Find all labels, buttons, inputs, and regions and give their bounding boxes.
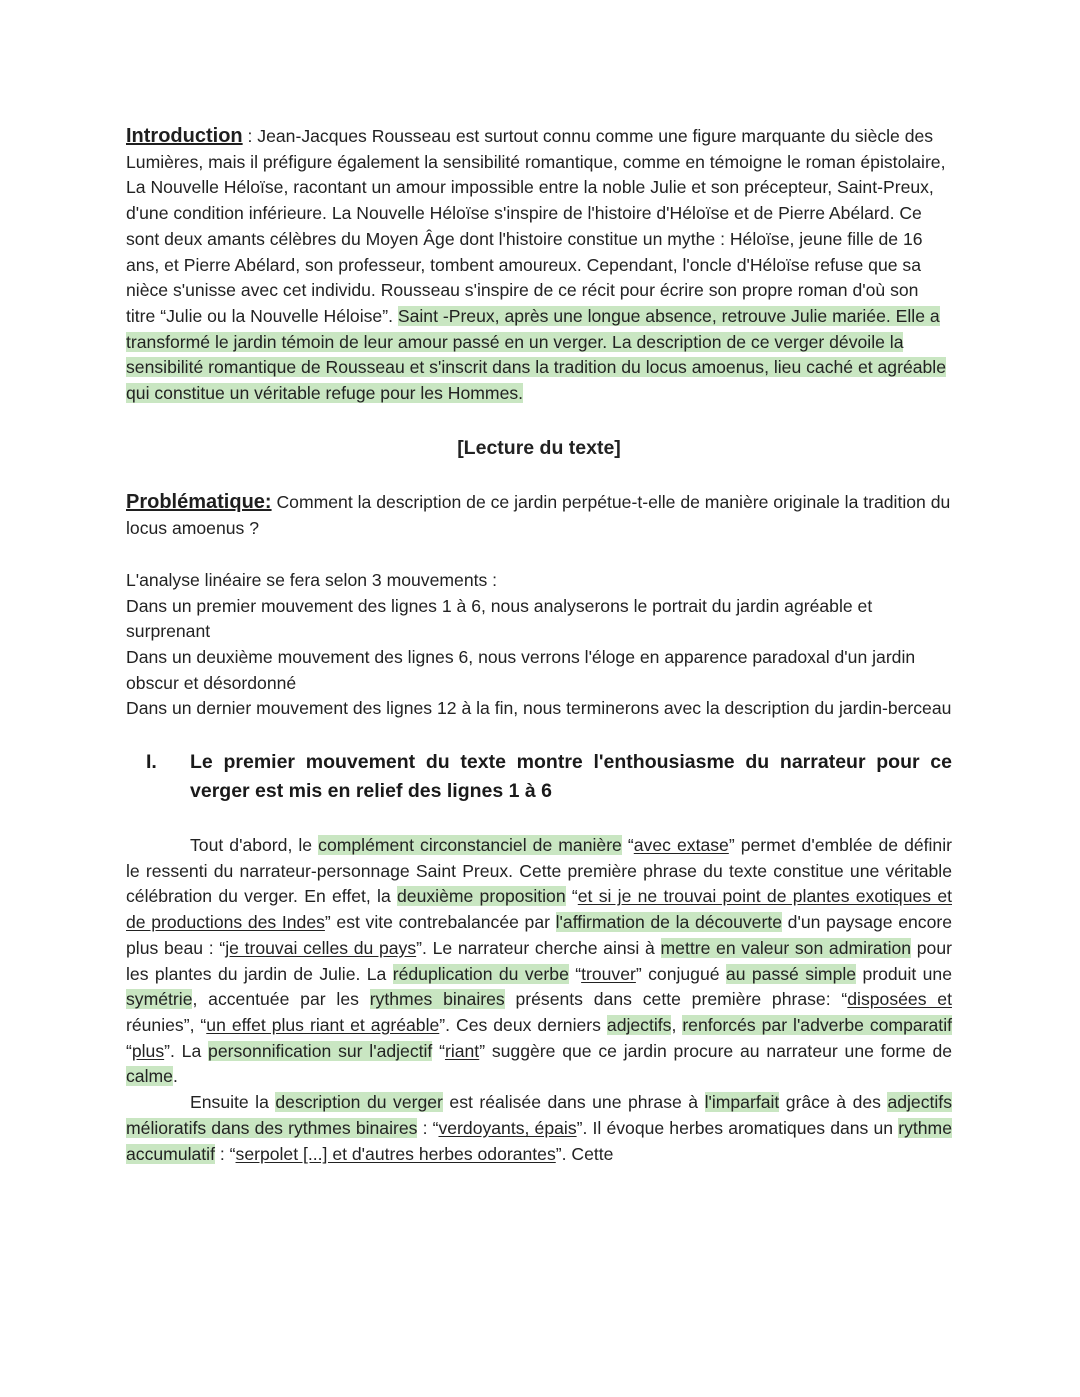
highlight: l'affirmation de la découverte — [555, 912, 783, 933]
text-run: Ensuite la — [190, 1092, 276, 1113]
quotation: trouver — [581, 963, 636, 984]
text-run: d'un paysage encore plus beau : “ — [126, 912, 953, 958]
quotation: riant — [444, 1040, 480, 1061]
text-run: ”. Le narrateur cherche ainsi à — [416, 937, 661, 958]
text-run: grâce à des — [779, 1092, 888, 1113]
problematique-label: Problématique: — [126, 491, 272, 514]
text-run: , accentuée par les — [192, 989, 370, 1010]
mouvements-intro: L'analyse linéaire se fera selon 3 mouvements : — [126, 569, 498, 590]
analysis-paragraph-2 — [126, 1090, 952, 1167]
text-run: ” permet d'emblée de définir le ressenti du narrateur-personnage Saint Preux. Cette première phrase du texte constitue une véritable célébration du verger. En effet, la — [126, 835, 952, 907]
text-run: réunies”, “ — [126, 1014, 207, 1035]
text-run: ” suggère que ce jardin procure au narrateur une forme de — [479, 1040, 953, 1061]
text-run: ”. Il évoque herbes aromatiques dans un — [576, 1117, 899, 1138]
problematique-paragraph — [126, 490, 952, 541]
highlight: personnification sur l'adjectif — [208, 1040, 433, 1061]
analysis-body — [126, 833, 952, 1167]
highlight: deuxième proposition — [397, 886, 566, 907]
intro-text: : Jean-Jacques Rousseau est surtout connu comme une figure marquante du siècle des Lumières, mais il préfigure également la sensibilité romantique, comme en témoigne le roman épistolaire, La Nouvelle Héloïse, racontant un amour impossible entre la noble Julie et son précepteur, Saint-Preux, d'une condition inférieure. La Nouvelle Héloïse s'inspire de l'histoire d'Héloïse et de Pierre Abélard. Ce sont deux amants célèbres du Moyen Âge dont l'histoire constitue un mythe : Héloïse, jeune fille de 16 ans, et Pierre Abélard, son professeur, tombent amoureux. Cependant, l'oncle d'Héloïse refuse que sa nièce s'unisse avec cet individu. Rousseau s'inspire de ce récit pour écrire son propre roman d'où son titre “Julie ou la Nouvelle Héloise”. — [126, 126, 946, 326]
highlight: calme — [126, 1066, 173, 1087]
text-run: “ — [432, 1040, 445, 1061]
text-run: : “ — [417, 1117, 439, 1138]
highlight: adjectifs mélioratifs dans des rythmes binaires — [126, 1092, 952, 1138]
text-run: “ — [621, 835, 634, 856]
introduction-paragraph — [126, 124, 952, 407]
text-run: . — [172, 1066, 178, 1087]
highlight: rythme accumulatif — [126, 1117, 952, 1164]
text-run: produit une — [856, 963, 952, 984]
quotation: avec extase — [633, 835, 729, 856]
text-run: ” est vite contrebalancée par — [324, 912, 556, 933]
mouvement-3: Dans un dernier mouvement des lignes 12 à la fin, nous terminerons avec la description du jardin-berceau — [126, 698, 952, 719]
highlight: mettre en valeur son admiration — [660, 937, 912, 958]
text-run: “ — [565, 886, 578, 907]
quotation: disposées et — [847, 989, 952, 1010]
intro-highlight: Saint -Preux, après une longue absence, retrouve Julie mariée. Elle a transformé le jardin témoin de leur amour passé en un verger. La description de ce verger dévoile la sensibilité romantique de Rousseau et s'inscrit dans la tradition du locus amoenus, lieu caché et agréable qui constitue un véritable refuge pour les Hommes. — [126, 305, 946, 404]
problematique-text: Comment la description de ce jardin perpétue-t-elle de manière originale la tradition du locus amoenus ? — [126, 492, 951, 539]
text-run: ”. Ces deux derniers — [439, 1014, 607, 1035]
quotation: serpolet [...] et d'autres herbes odorantes — [235, 1143, 556, 1164]
text-run: ”. Cette — [555, 1143, 614, 1164]
quotation: verdoyants, épais — [438, 1117, 577, 1138]
text-run: ” conjugué — [635, 963, 726, 984]
text-run: : “ — [214, 1143, 236, 1164]
highlight: réduplication du verbe — [392, 963, 569, 984]
text-run: Tout d'abord, le — [190, 835, 319, 856]
text-run: présents dans cette première phrase: “ — [504, 989, 848, 1010]
highlight: renforcés par l'adverbe comparatif — [682, 1014, 952, 1035]
mouvement-2: Dans un deuxième mouvement des lignes 6, nous verrons l'éloge en apparence paradoxal d'un jardin obscur et désordonné — [126, 646, 916, 693]
lecture-heading: [Lecture du texte] — [457, 436, 621, 459]
analysis-paragraph-1 — [126, 833, 952, 1090]
document-page — [126, 124, 952, 1167]
quotation: et si je ne trouvai point de plantes exotiques et de productions des Indes — [126, 886, 952, 933]
introduction-label: Introduction — [126, 125, 243, 147]
section-number: I. — [146, 751, 157, 774]
mouvement-1: Dans un premier mouvement des lignes 1 à 6, nous analyserons le portrait du jardin agréable et surprenant — [126, 595, 873, 642]
highlight: au passé simple — [725, 963, 857, 984]
section-heading — [126, 748, 952, 806]
text-run: pour les plantes du jardin de Julie. La — [126, 937, 952, 984]
highlight: rythmes binaires — [369, 989, 505, 1010]
quotation: plus — [131, 1040, 165, 1061]
section-title: Le premier mouvement du texte montre l'enthousiasme du narrateur pour ce verger est mis en relief des lignes 1 à 6 — [190, 751, 952, 803]
highlight: adjectifs — [606, 1014, 672, 1035]
highlight: symétrie — [126, 989, 193, 1010]
quotation: je trouvai celles du pays — [225, 937, 417, 958]
text-run: , — [671, 1014, 683, 1035]
quotation: un effet plus riant et agréable — [206, 1014, 440, 1035]
text-run: “ — [126, 1040, 132, 1061]
highlight: complément circonstanciel de manière — [318, 835, 622, 856]
text-run: est réalisée dans une phrase à — [442, 1092, 705, 1113]
text-run: “ — [568, 963, 582, 984]
text-run: ”. La — [164, 1040, 209, 1061]
mouvements-list — [126, 568, 952, 722]
highlight: description du verger — [275, 1092, 443, 1113]
highlight: l'imparfait — [704, 1092, 780, 1113]
